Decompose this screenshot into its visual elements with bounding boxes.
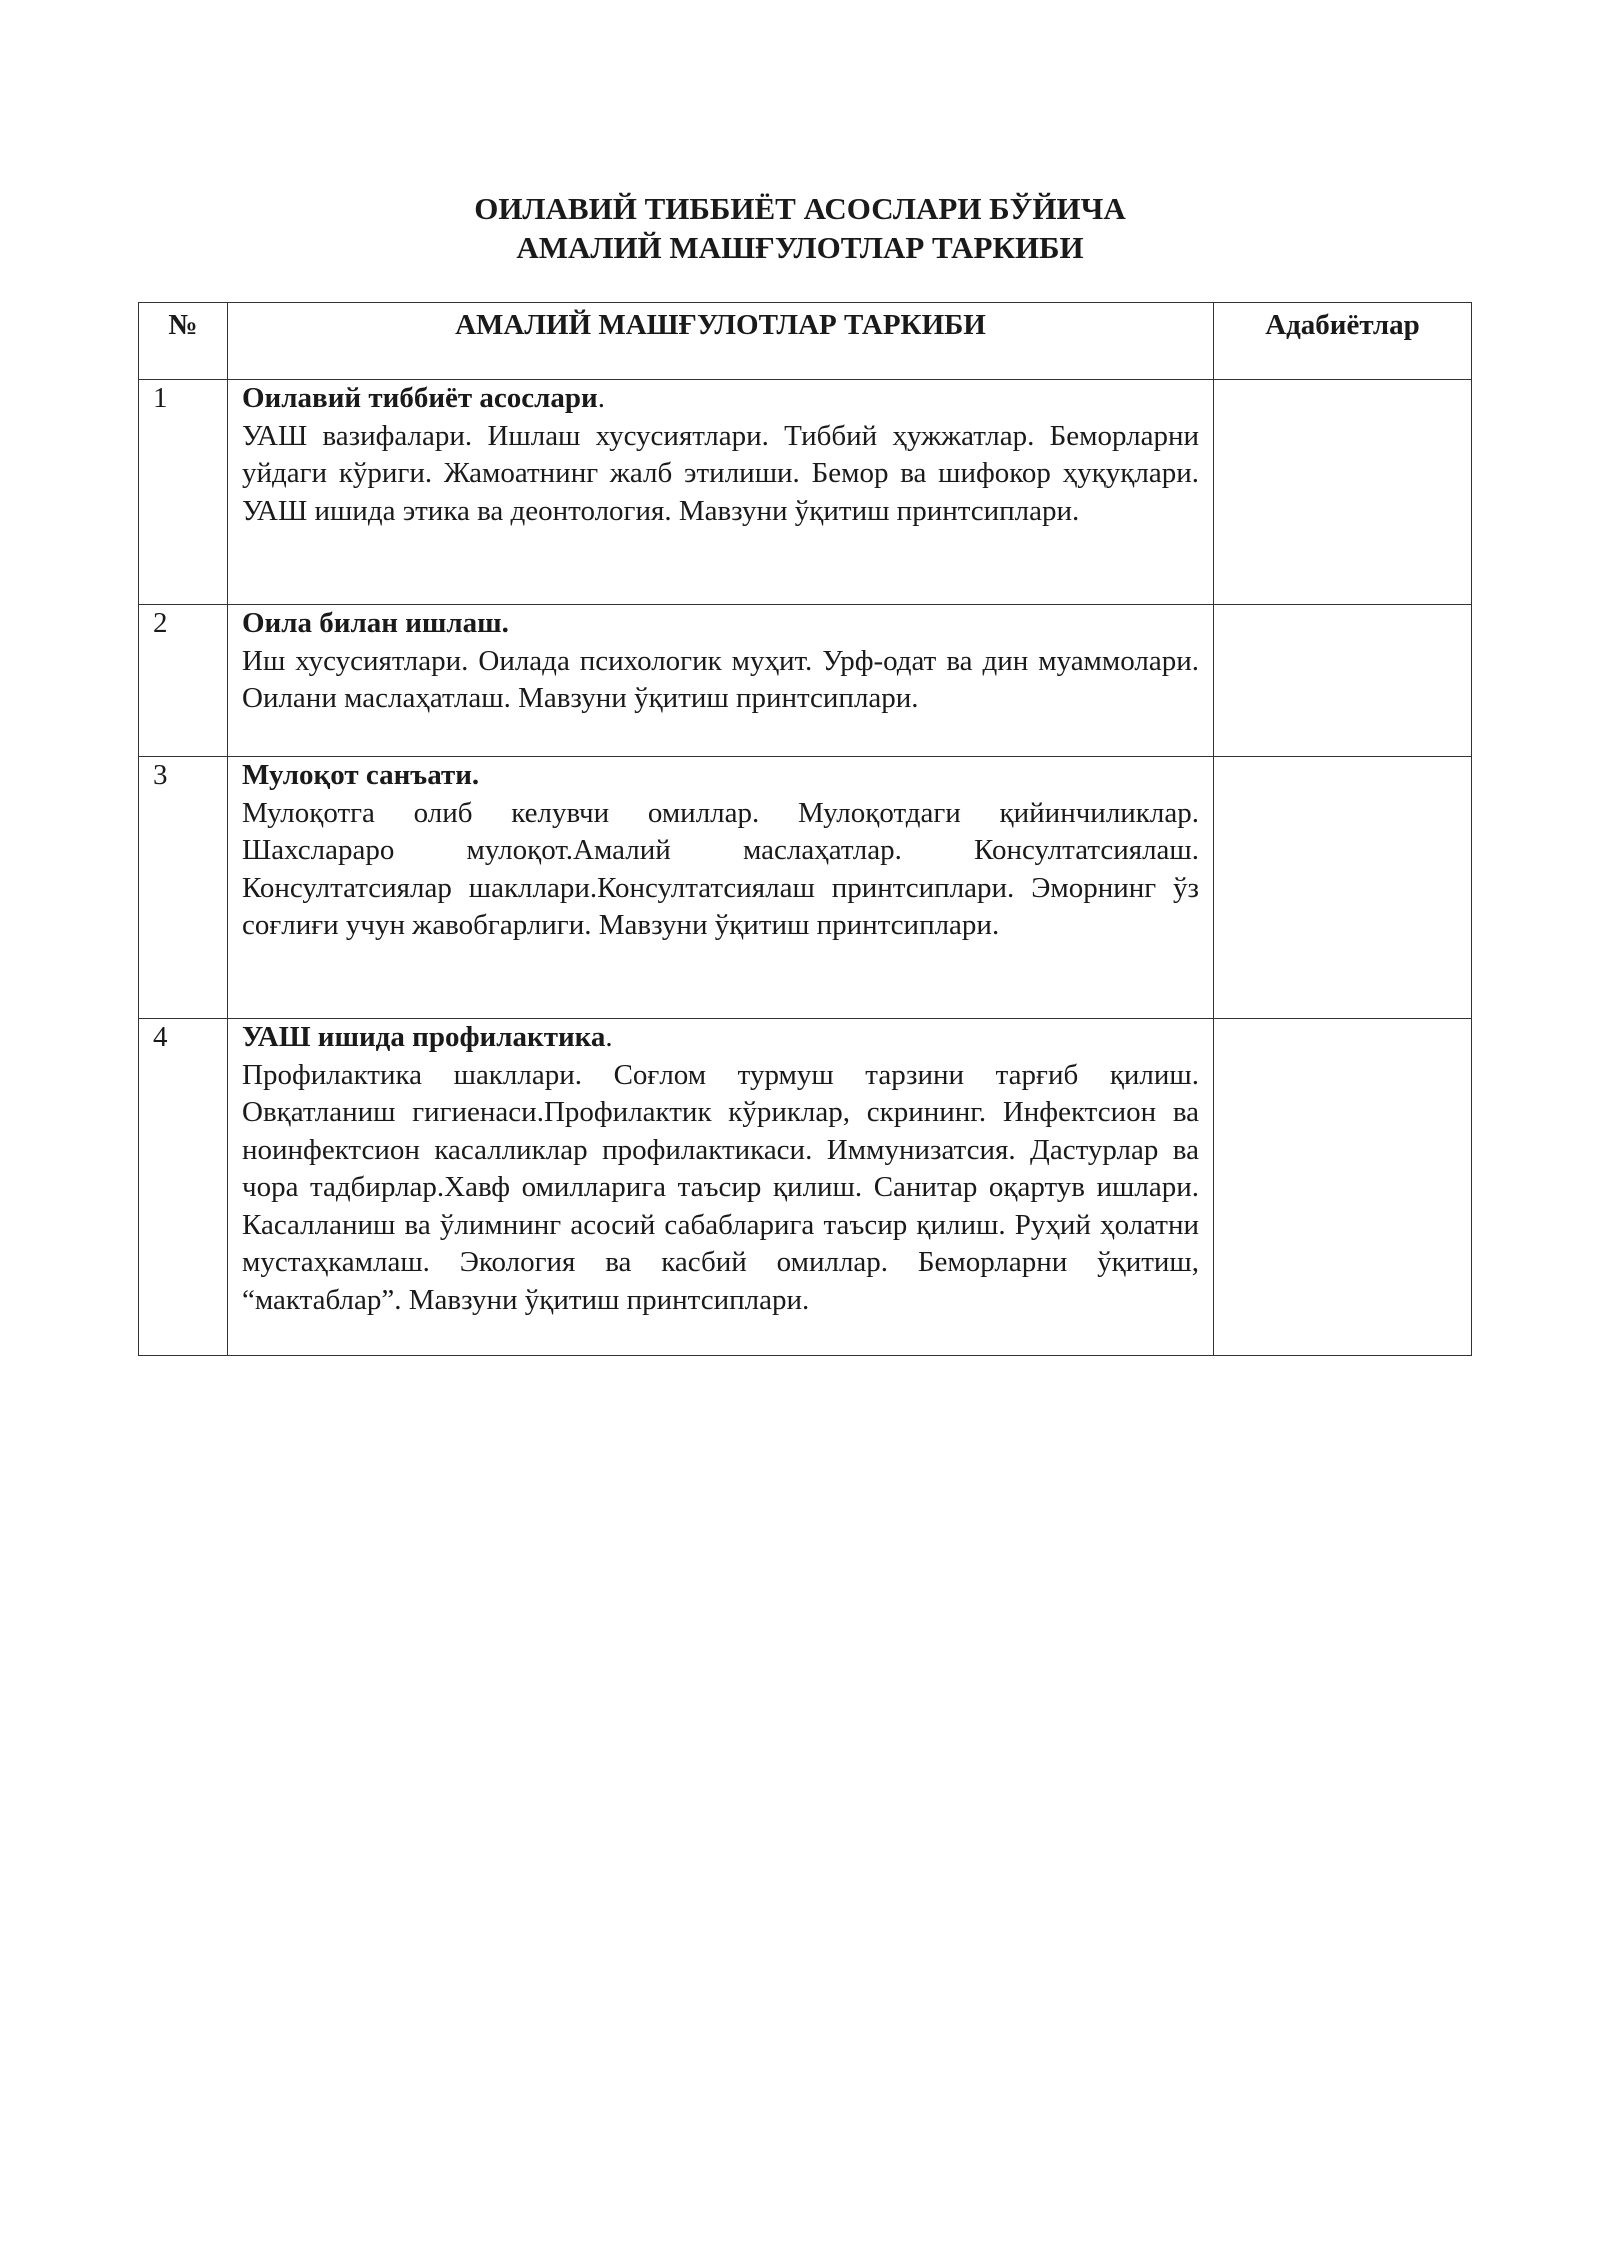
row-topic-suffix: . [597, 382, 605, 414]
row-topic: Мулоқот санъати. [242, 759, 480, 791]
row-description: УАШ вазифалари. Ишлаш хусусиятлари. Тиббий ҳужжатлар. Беморларни уйдаги кўриги. Жамоатнинг жалб этилиши. Бемор ва шифокор ҳуқуқлари. УАШ ишида этика ва деонтология. Мавзуни ўқитиш принтсиплари. [242, 419, 1199, 527]
row-topic: УАШ ишида профилактика [242, 1021, 606, 1053]
row-literature [1214, 757, 1472, 1019]
row-literature [1214, 605, 1472, 757]
row-content [228, 757, 1214, 1019]
row-literature [1214, 380, 1472, 605]
row-topic: Оилавий тиббиёт асослари [242, 382, 598, 414]
row-number: 1 [139, 380, 228, 605]
row-number: 4 [139, 1019, 228, 1356]
table-row [139, 1019, 1472, 1356]
table-row [139, 757, 1472, 1019]
document-title-line-1: ОИЛАВИЙ ТИББИЁТ АСОСЛАРИ БЎЙИЧА [474, 191, 1126, 226]
header-content: АМАЛИЙ МАШҒУЛОТЛАР ТАРКИБИ [228, 303, 1214, 380]
row-description: Мулоқотга олиб келувчи омиллар. Мулоқотдаги қийинчиликлар. Шахслараро мулоқот.Амалий маслаҳатлар. Консултатсиялаш. Консултатсиялар шакллари.Консултатсиялаш принтсиплари. Эморнинг ўз соғлиғи учун жавобгарлиги. Мавзуни ўқитиш принтсиплари. [242, 796, 1199, 941]
row-content [228, 380, 1214, 605]
row-description: Иш хусусиятлари. Оилада психологик муҳит. Урф-одат ва дин муаммолари. Оилани маслаҳатлаш. Мавзуни ўқитиш принтсиплари. [242, 644, 1199, 714]
row-topic: Оила билан ишлаш. [242, 607, 509, 639]
header-literature: Адабиётлар [1214, 303, 1472, 380]
row-topic-suffix: . [605, 1021, 613, 1053]
header-number: № [139, 303, 228, 380]
row-number: 2 [139, 605, 228, 757]
table-row [139, 605, 1472, 757]
document-title-line-2: АМАЛИЙ МАШҒУЛОТЛАР ТАРКИБИ [516, 230, 1084, 265]
row-literature [1214, 1019, 1472, 1356]
row-content [228, 605, 1214, 757]
row-number: 3 [139, 757, 228, 1019]
row-content [228, 1019, 1214, 1356]
table-header-row [139, 303, 1472, 380]
practical-sessions-table [138, 302, 1472, 1356]
table-row [139, 380, 1472, 605]
row-description: Профилактика шакллари. Соғлом турмуш тарзини тарғиб қилиш. Овқатланиш гигиенаси.Профилактик кўриклар, скрининг. Инфектсион ва ноинфектсион касалликлар профилактикаси. Иммунизатсия. Дастурлар ва чора тадбирлар.Хавф омилларига таъсир қилиш. Санитар оқартув ишлари. Касалланиш ва ўлимнинг асосий сабабларига таъсир қилиш. Руҳий ҳолатни мустаҳкамлаш. Экология ва касбий омиллар. Беморларни ўқитиш, “мактаблар”. Мавзуни ўқитиш принтсиплари. [242, 1058, 1199, 1316]
